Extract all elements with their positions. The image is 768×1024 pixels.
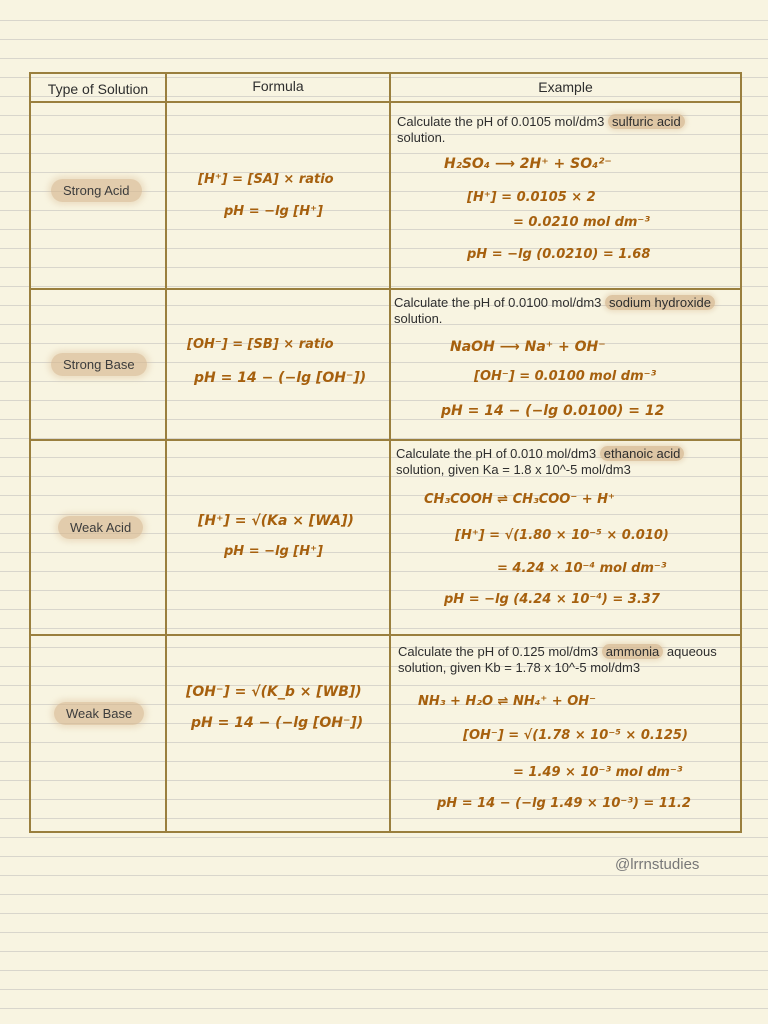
- question-text-end: solution.: [397, 130, 446, 145]
- example-question: [398, 644, 738, 676]
- working-equation: H₂SO₄ ⟶ 2H⁺ + SO₄²⁻: [444, 156, 612, 172]
- formula-concentration: [OH⁻] = [SB] × ratio: [187, 337, 334, 352]
- working-equation: NaOH ⟶ Na⁺ + OH⁻: [450, 339, 606, 355]
- header-divider: [29, 101, 742, 103]
- working-step: [H⁺] = 0.0105 × 2: [467, 190, 596, 205]
- table-border-bottom: [29, 831, 742, 833]
- header-formula: Formula: [252, 78, 304, 94]
- example-question: [397, 114, 732, 146]
- header-type-of-solution: Type of Solution: [47, 81, 149, 97]
- formula-ph: pH = 14 − (−lg [OH⁻]): [194, 370, 367, 386]
- formula-concentration: [OH⁻] = √(K_b × [WB]): [186, 684, 362, 700]
- question-text: Calculate the pH of 0.0105 mol/dm3: [397, 114, 605, 129]
- formula-ph: pH = −lg [H⁺]: [224, 204, 323, 219]
- highlighted-substance: sodium hydroxide: [605, 295, 715, 310]
- table-border-top: [29, 72, 742, 74]
- working-result: pH = −lg (0.0210) = 1.68: [467, 247, 651, 262]
- working-result: pH = 14 − (−lg 1.49 × 10⁻³) = 11.2: [437, 796, 691, 811]
- working-result: pH = −lg (4.24 × 10⁻⁴) = 3.37: [444, 592, 660, 607]
- working-result: pH = 14 − (−lg 0.0100) = 12: [441, 403, 665, 419]
- column-divider-1: [165, 72, 167, 833]
- question-text-end: aqueous solution, given Kb = 1.78 x 10^-5 mol/dm3: [398, 644, 717, 675]
- question-text-end: solution.: [394, 311, 443, 326]
- working-step: [H⁺] = √(1.80 × 10⁻⁵ × 0.010): [455, 528, 669, 543]
- question-text: Calculate the pH of 0.0100 mol/dm3: [394, 295, 602, 310]
- table-border-right: [740, 72, 742, 833]
- column-divider-2: [389, 72, 391, 833]
- working-step: = 4.24 × 10⁻⁴ mol dm⁻³: [497, 561, 667, 576]
- example-question: [396, 446, 736, 478]
- question-text: Calculate the pH of 0.125 mol/dm3: [398, 644, 599, 659]
- question-text-end: solution, given Ka = 1.8 x 10^-5 mol/dm3: [396, 462, 631, 477]
- highlighted-substance: sulfuric acid: [608, 114, 685, 129]
- highlighted-substance: ethanoic acid: [600, 446, 685, 461]
- table-border-left: [29, 72, 31, 833]
- formula-concentration: [H⁺] = √(Ka × [WA]): [198, 513, 354, 529]
- solution-type-label: Weak Base: [54, 702, 144, 725]
- example-question: [394, 295, 739, 327]
- working-equation: NH₃ + H₂O ⇌ NH₄⁺ + OH⁻: [418, 694, 597, 709]
- question-text: Calculate the pH of 0.010 mol/dm3: [396, 446, 597, 461]
- working-step: [OH⁻] = 0.0100 mol dm⁻³: [474, 369, 657, 384]
- solution-type-label: Strong Base: [51, 353, 147, 376]
- highlighted-substance: ammonia: [602, 644, 663, 659]
- row-divider-1: [29, 288, 742, 290]
- formula-concentration: [H⁺] = [SA] × ratio: [198, 172, 334, 187]
- row-divider-3: [29, 634, 742, 636]
- formula-ph: pH = −lg [H⁺]: [224, 544, 323, 559]
- row-divider-2: [29, 439, 742, 441]
- working-step: = 1.49 × 10⁻³ mol dm⁻³: [513, 765, 683, 780]
- header-example: Example: [538, 79, 593, 95]
- working-step: [OH⁻] = √(1.78 × 10⁻⁵ × 0.125): [463, 728, 688, 743]
- solution-type-label: Strong Acid: [51, 179, 142, 202]
- solution-type-label: Weak Acid: [58, 516, 143, 539]
- working-equation: CH₃COOH ⇌ CH₃COO⁻ + H⁺: [424, 492, 615, 507]
- working-step: = 0.0210 mol dm⁻³: [513, 215, 650, 230]
- author-credit: @lrrnstudies: [615, 856, 700, 873]
- formula-ph: pH = 14 − (−lg [OH⁻]): [191, 715, 364, 731]
